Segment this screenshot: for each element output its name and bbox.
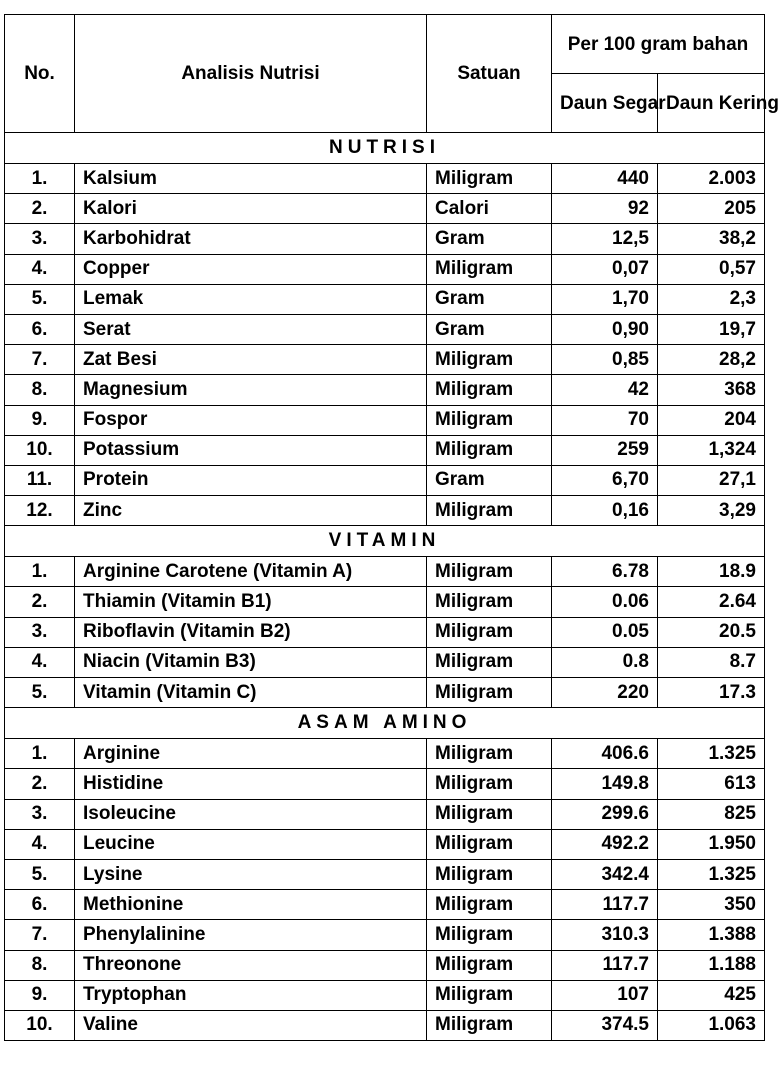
row-number: 12. — [5, 496, 75, 526]
row-dry-value: 350 — [658, 890, 765, 920]
row-dry-value: 18.9 — [658, 557, 765, 587]
row-fresh-value: 0.06 — [552, 587, 658, 617]
row-analysis-name: Leucine — [75, 829, 427, 859]
row-fresh-value: 1,70 — [552, 284, 658, 314]
table-row — [5, 799, 765, 829]
row-fresh-value: 406.6 — [552, 739, 658, 769]
row-dry-value: 27,1 — [658, 465, 765, 495]
row-unit: Miligram — [427, 980, 552, 1010]
row-unit: Miligram — [427, 890, 552, 920]
header-dry-leaf: Daun Kering — [658, 74, 765, 133]
table-row — [5, 557, 765, 587]
header-no: No. — [5, 15, 75, 133]
row-number: 1. — [5, 557, 75, 587]
table-row — [5, 284, 765, 314]
row-analysis-name: Arginine Carotene (Vitamin A) — [75, 557, 427, 587]
row-unit: Miligram — [427, 557, 552, 587]
row-fresh-value: 0,85 — [552, 345, 658, 375]
row-analysis-name: Karbohidrat — [75, 224, 427, 254]
row-unit: Miligram — [427, 950, 552, 980]
section-row — [5, 133, 765, 164]
row-fresh-value: 0,07 — [552, 254, 658, 284]
row-fresh-value: 92 — [552, 194, 658, 224]
row-unit: Miligram — [427, 405, 552, 435]
row-fresh-value: 0,90 — [552, 314, 658, 344]
row-unit: Miligram — [427, 345, 552, 375]
row-analysis-name: Copper — [75, 254, 427, 284]
section-row — [5, 708, 765, 739]
row-unit: Miligram — [427, 617, 552, 647]
table-row — [5, 920, 765, 950]
row-number: 11. — [5, 465, 75, 495]
row-number: 5. — [5, 859, 75, 889]
row-analysis-name: Fospor — [75, 405, 427, 435]
table-row — [5, 314, 765, 344]
row-dry-value: 19,7 — [658, 314, 765, 344]
table-row — [5, 739, 765, 769]
table-row — [5, 1010, 765, 1040]
row-dry-value: 825 — [658, 799, 765, 829]
row-dry-value: 17.3 — [658, 678, 765, 708]
row-analysis-name: Niacin (Vitamin B3) — [75, 647, 427, 677]
row-fresh-value: 0.8 — [552, 647, 658, 677]
row-analysis-name: Kalsium — [75, 164, 427, 194]
row-analysis-name: Protein — [75, 465, 427, 495]
row-dry-value: 2.003 — [658, 164, 765, 194]
header-per-100-gram: Per 100 gram bahan — [552, 15, 765, 74]
row-fresh-value: 42 — [552, 375, 658, 405]
row-unit: Gram — [427, 465, 552, 495]
table-body — [5, 133, 765, 1041]
row-unit: Gram — [427, 314, 552, 344]
row-dry-value: 425 — [658, 980, 765, 1010]
table-row — [5, 435, 765, 465]
row-analysis-name: Lemak — [75, 284, 427, 314]
row-number: 3. — [5, 617, 75, 647]
row-unit: Miligram — [427, 739, 552, 769]
row-unit: Miligram — [427, 375, 552, 405]
row-unit: Miligram — [427, 769, 552, 799]
row-fresh-value: 492.2 — [552, 829, 658, 859]
row-fresh-value: 299.6 — [552, 799, 658, 829]
row-number: 2. — [5, 769, 75, 799]
row-dry-value: 1.950 — [658, 829, 765, 859]
row-dry-value: 1,324 — [658, 435, 765, 465]
row-analysis-name: Methionine — [75, 890, 427, 920]
row-number: 4. — [5, 647, 75, 677]
row-dry-value: 28,2 — [658, 345, 765, 375]
row-number: 8. — [5, 375, 75, 405]
row-number: 9. — [5, 980, 75, 1010]
row-dry-value: 205 — [658, 194, 765, 224]
header-analysis: Analisis Nutrisi — [75, 15, 427, 133]
table-row — [5, 496, 765, 526]
row-unit: Miligram — [427, 1010, 552, 1040]
table-row — [5, 769, 765, 799]
row-unit: Miligram — [427, 164, 552, 194]
table-row — [5, 224, 765, 254]
row-number: 10. — [5, 1010, 75, 1040]
row-analysis-name: Valine — [75, 1010, 427, 1040]
section-row — [5, 526, 765, 557]
table-row — [5, 890, 765, 920]
row-analysis-name: Histidine — [75, 769, 427, 799]
row-dry-value: 0,57 — [658, 254, 765, 284]
row-analysis-name: Threonone — [75, 950, 427, 980]
table-row — [5, 678, 765, 708]
header-unit: Satuan — [427, 15, 552, 133]
table-row — [5, 164, 765, 194]
row-analysis-name: Serat — [75, 314, 427, 344]
row-analysis-name: Magnesium — [75, 375, 427, 405]
nutrition-table — [4, 14, 779, 1041]
table-row — [5, 617, 765, 647]
row-analysis-name: Riboflavin (Vitamin B2) — [75, 617, 427, 647]
row-fresh-value: 0,16 — [552, 496, 658, 526]
table-header — [5, 15, 779, 133]
row-number: 3. — [5, 224, 75, 254]
row-dry-value: 38,2 — [658, 224, 765, 254]
table-row — [5, 587, 765, 617]
row-fresh-value: 70 — [552, 405, 658, 435]
table-row — [5, 647, 765, 677]
row-unit: Miligram — [427, 587, 552, 617]
row-fresh-value: 6.78 — [552, 557, 658, 587]
row-analysis-name: Kalori — [75, 194, 427, 224]
row-fresh-value: 440 — [552, 164, 658, 194]
header-fresh-leaf: Daun Segar — [552, 74, 658, 133]
row-number: 10. — [5, 435, 75, 465]
table-row — [5, 375, 765, 405]
row-analysis-name: Potassium — [75, 435, 427, 465]
row-fresh-value: 117.7 — [552, 950, 658, 980]
row-fresh-value: 0.05 — [552, 617, 658, 647]
row-number: 7. — [5, 345, 75, 375]
row-number: 8. — [5, 950, 75, 980]
row-number: 1. — [5, 739, 75, 769]
row-unit: Miligram — [427, 435, 552, 465]
row-fresh-value: 149.8 — [552, 769, 658, 799]
row-analysis-name: Tryptophan — [75, 980, 427, 1010]
row-unit: Miligram — [427, 799, 552, 829]
row-dry-value: 2,3 — [658, 284, 765, 314]
row-unit: Miligram — [427, 859, 552, 889]
row-unit: Miligram — [427, 920, 552, 950]
table-row — [5, 980, 765, 1010]
row-number: 2. — [5, 194, 75, 224]
row-unit: Calori — [427, 194, 552, 224]
row-fresh-value: 6,70 — [552, 465, 658, 495]
row-analysis-name: Isoleucine — [75, 799, 427, 829]
row-analysis-name: Vitamin (Vitamin C) — [75, 678, 427, 708]
table-row — [5, 829, 765, 859]
section-title: VITAMIN — [5, 526, 765, 557]
row-number: 2. — [5, 587, 75, 617]
row-number: 4. — [5, 829, 75, 859]
row-dry-value: 204 — [658, 405, 765, 435]
row-unit: Miligram — [427, 678, 552, 708]
row-fresh-value: 310.3 — [552, 920, 658, 950]
table-row — [5, 859, 765, 889]
row-unit: Miligram — [427, 254, 552, 284]
section-title: NUTRISI — [5, 133, 765, 164]
row-unit: Gram — [427, 284, 552, 314]
table-row — [5, 194, 765, 224]
row-number: 4. — [5, 254, 75, 284]
row-unit: Miligram — [427, 496, 552, 526]
row-analysis-name: Zat Besi — [75, 345, 427, 375]
row-fresh-value: 374.5 — [552, 1010, 658, 1040]
row-number: 6. — [5, 314, 75, 344]
row-fresh-value: 12,5 — [552, 224, 658, 254]
row-dry-value: 1.063 — [658, 1010, 765, 1040]
row-number: 6. — [5, 890, 75, 920]
row-analysis-name: Phenylalinine — [75, 920, 427, 950]
row-fresh-value: 117.7 — [552, 890, 658, 920]
row-analysis-name: Lysine — [75, 859, 427, 889]
row-dry-value: 2.64 — [658, 587, 765, 617]
section-title: ASAM AMINO — [5, 708, 765, 739]
row-unit: Miligram — [427, 829, 552, 859]
row-number: 7. — [5, 920, 75, 950]
table-row — [5, 345, 765, 375]
row-dry-value: 1.325 — [658, 739, 765, 769]
row-number: 5. — [5, 678, 75, 708]
row-unit: Gram — [427, 224, 552, 254]
row-number: 1. — [5, 164, 75, 194]
row-fresh-value: 220 — [552, 678, 658, 708]
table-row — [5, 254, 765, 284]
row-dry-value: 1.388 — [658, 920, 765, 950]
table-row — [5, 950, 765, 980]
row-analysis-name: Zinc — [75, 496, 427, 526]
row-number: 9. — [5, 405, 75, 435]
row-dry-value: 8.7 — [658, 647, 765, 677]
row-fresh-value: 259 — [552, 435, 658, 465]
table-row — [5, 465, 765, 495]
row-number: 3. — [5, 799, 75, 829]
row-analysis-name: Thiamin (Vitamin B1) — [75, 587, 427, 617]
row-dry-value: 1.325 — [658, 859, 765, 889]
row-fresh-value: 342.4 — [552, 859, 658, 889]
row-dry-value: 3,29 — [658, 496, 765, 526]
row-dry-value: 368 — [658, 375, 765, 405]
table-row — [5, 405, 765, 435]
row-analysis-name: Arginine — [75, 739, 427, 769]
row-dry-value: 1.188 — [658, 950, 765, 980]
row-number: 5. — [5, 284, 75, 314]
row-dry-value: 20.5 — [658, 617, 765, 647]
row-fresh-value: 107 — [552, 980, 658, 1010]
row-unit: Miligram — [427, 647, 552, 677]
row-dry-value: 613 — [658, 769, 765, 799]
